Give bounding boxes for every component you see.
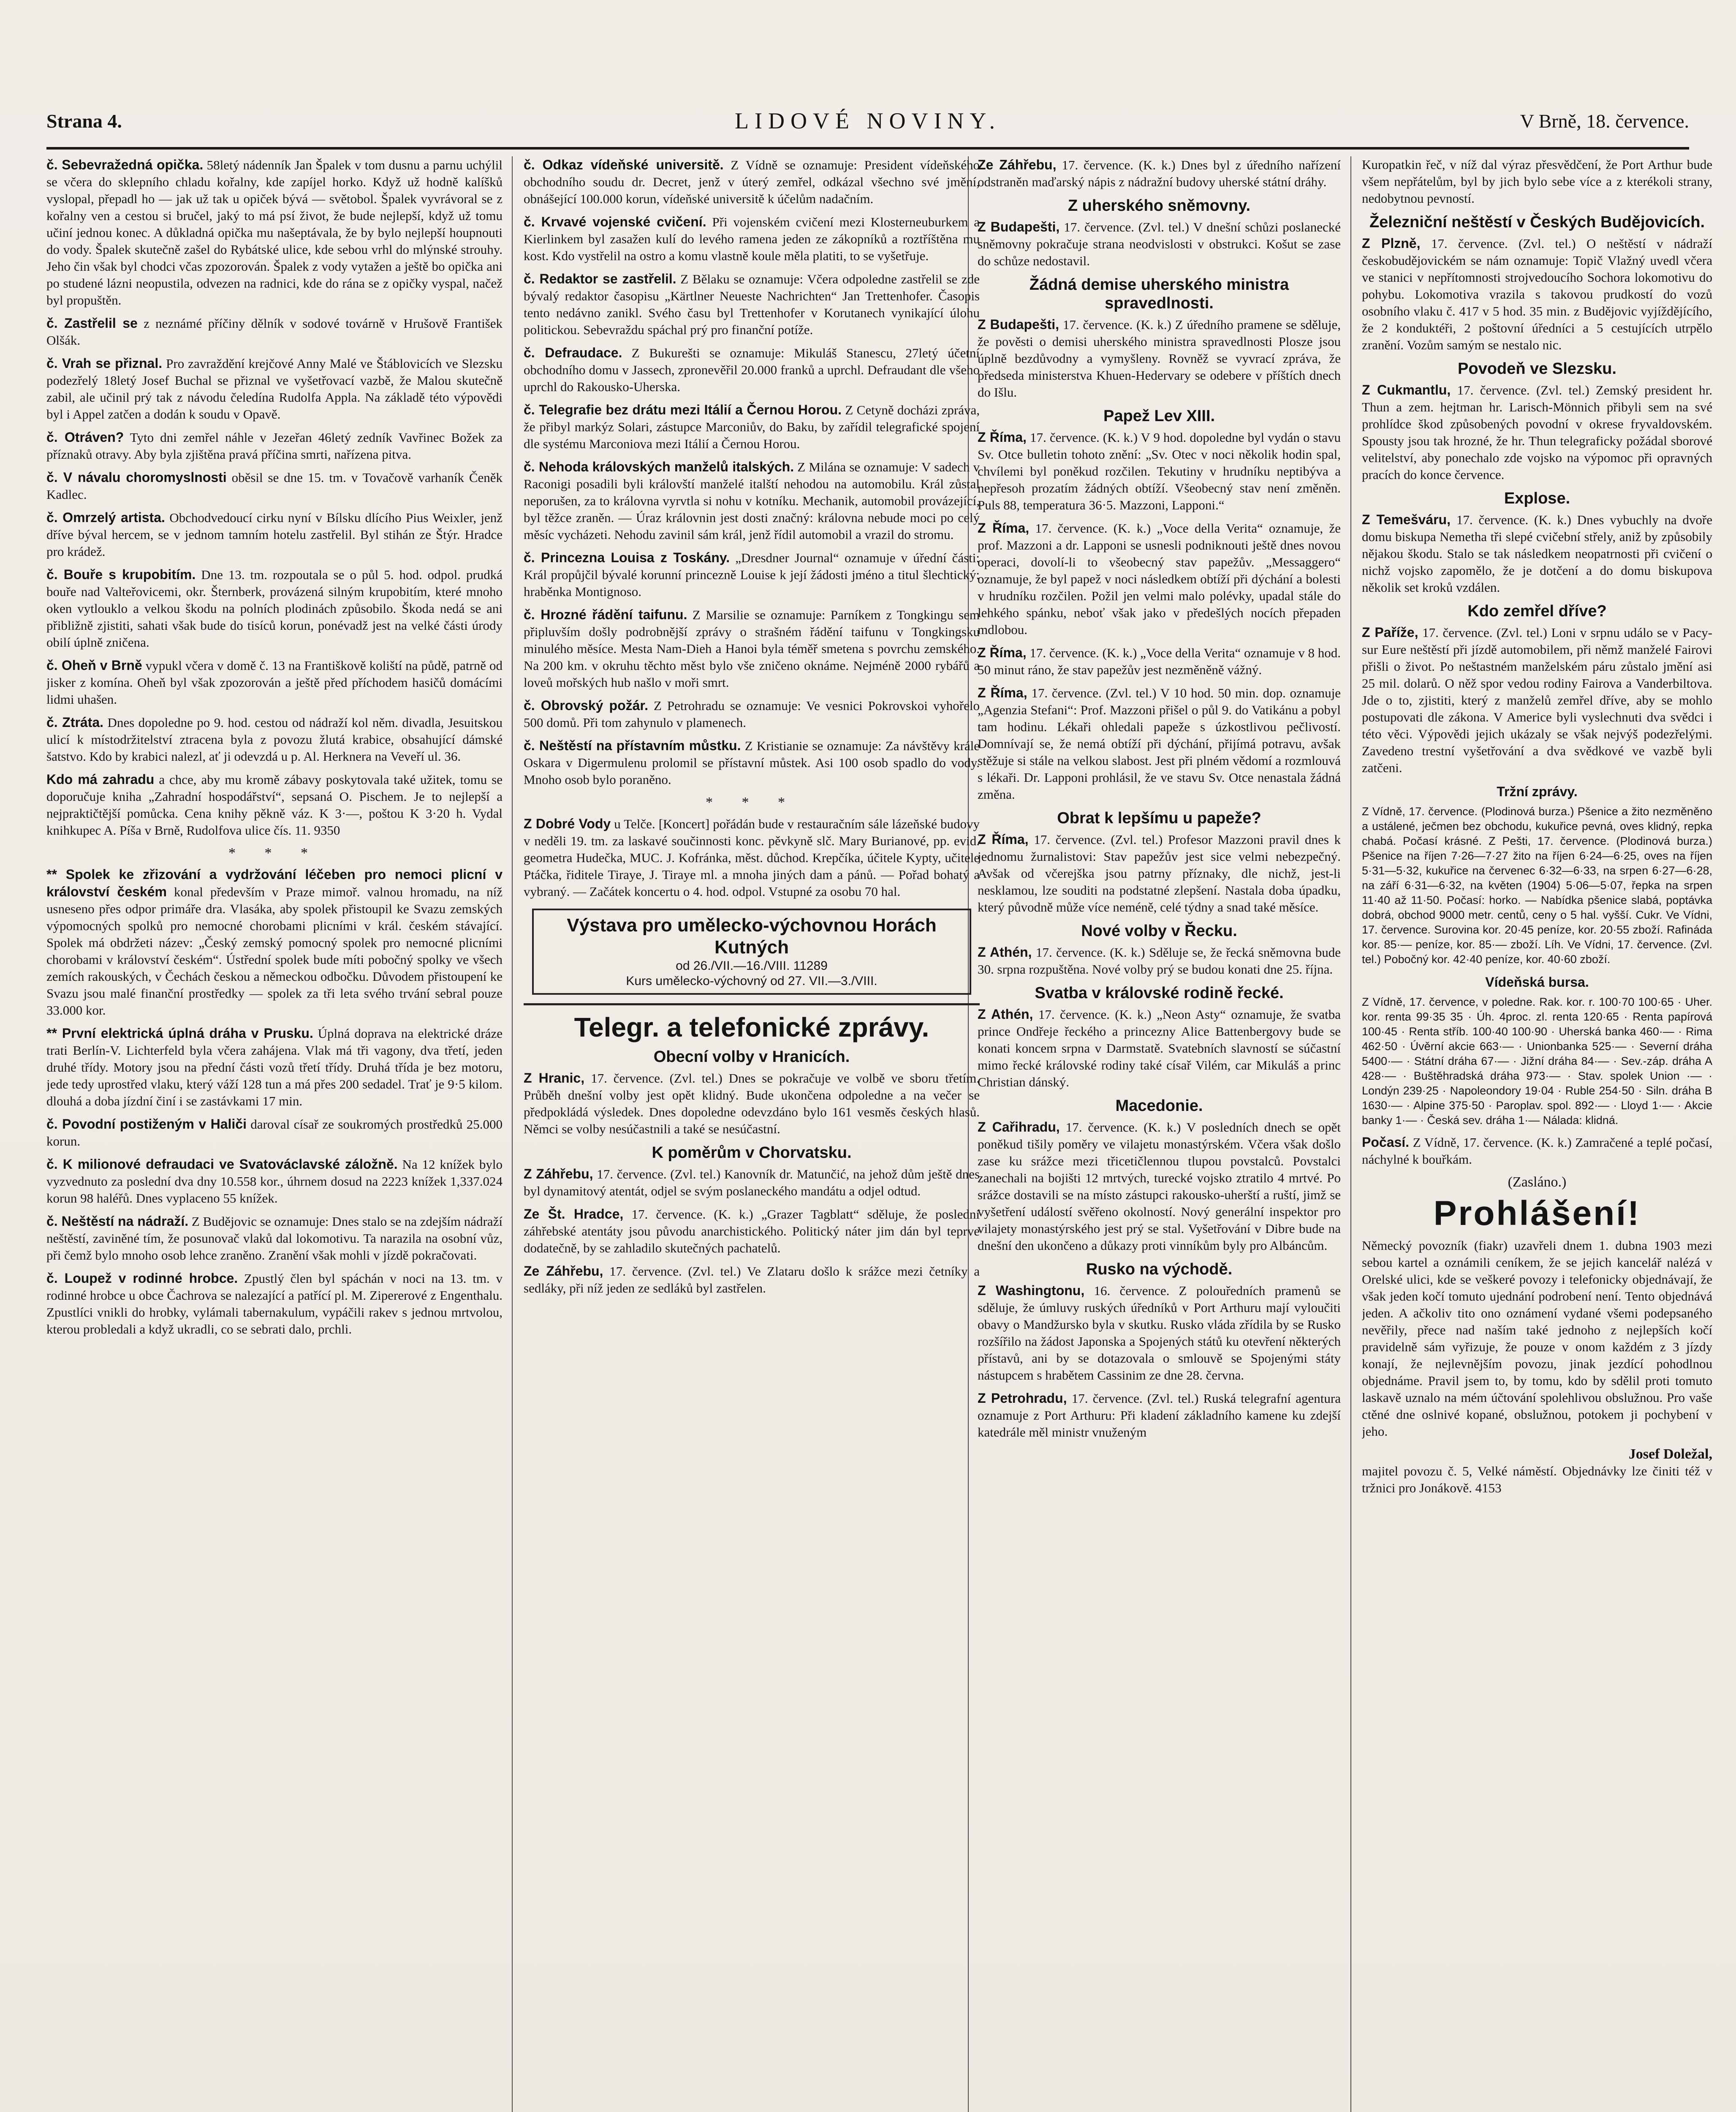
- news-item: [524, 1070, 980, 1138]
- news-paragraph: [524, 1165, 980, 1200]
- news-item: [46, 509, 503, 560]
- news-text: a chce, aby mu kromě zábavy poskytovala také užitek, tomu se doporučuje kniha „Zahradní hospodářství“, sepsaná O. Pischem. Je to nejlepší a nejpraktičtější pomůcka. Cena knihy pěkně váz. K 3·—, poštou K 3·20 h. Vydal knihkupec A. Píša v Brně, Rudolfova ulice čís. 11. 9350: [46, 772, 503, 838]
- news-headline: Z Dobré Vody: [524, 816, 611, 831]
- column-divider: [512, 156, 513, 2112]
- news-text: konal především v Praze mimoř. valnou hromadu, na níž usneseno přes odpor primáře dra. Vlasáka, aby spolek přistoupil ke Svazu zemských výpomocných spolků pro nemocné chorobami plicními v král. českém stávající. Spolek má obdržeti název: „Český zemský pomocný spolek pro nemocné plicními chorobami v království českém“. Ústřední spolek bude míti pobočný spolky ve všech zemích rakouských, v Čechách českou a německou odbočku. Důvodem přistoupení ke Svazu jsou malé finanční prostředky — spolek za tři leta svého trvání sebral pouze 33.000 kor.: [46, 885, 503, 1018]
- news-text: oběsil se dne 15. tm. v Tovačově varhaník Čeněk Kadlec.: [46, 470, 503, 502]
- news-item: [524, 458, 980, 543]
- news-item: [46, 429, 503, 463]
- column-4: [1362, 156, 1712, 2112]
- news-headline: č. Telegrafie bez drátu mezi Itálií a Černou Horou.: [524, 402, 842, 417]
- news-headline: č. V návalu choromyslnosti: [46, 470, 227, 485]
- news-text: Z Bukurešti se oznamuje: Mikuláš Stanescu, 27letý účetní obchodního domu v Jassech, zpronevěřil 20.000 franků a uprchl. Defraudant dle všeho uprchl do Rakousko-Uherska.: [524, 346, 980, 394]
- news-item: [46, 866, 503, 1019]
- news-paragraph: [46, 1270, 503, 1338]
- news-item: [524, 156, 980, 207]
- column-3: [978, 156, 1341, 2112]
- news-paragraph: [1362, 156, 1712, 207]
- news-text: 17. července. (K. k.) V posledních dnech se opět poněkud tišily poměry ve vilajetu monastýrském. Včera však došlo zase ku srážce mezi třicetičlennou tlupou povstalců. Povstalci zanechali na bojišti 12 mrtvých, turecké vojsko ztratilo 4 mrtvé. Po srážce dostavili se na místo zástupci rakousko-uherští a ruští, jimž se vyšetření událostí svěřeno okolností. Nový generální inspektor pro vilajety monastýrského jest prý se stal. Vyšetřování v Dibre bude na dnešní den ukončeno a důkazy proti vinníkům byly pro Albáncům.: [978, 1120, 1341, 1253]
- news-item: [46, 657, 503, 708]
- news-item: [978, 944, 1341, 978]
- header-rule: [46, 147, 1689, 150]
- news-text: 17. července. (K. k.) Dnes byl z úředního nařízení odstraněn maďarský nápis z nádražní budovy uherské státní dráhy.: [978, 158, 1341, 189]
- news-item: [524, 697, 980, 731]
- news-text: Z Petrohradu se oznamuje: Ve vesnici Pokrovskoi vyhořelo 500 domů. Při tom zahynulo v plamenech.: [524, 698, 980, 730]
- news-paragraph: [46, 1156, 503, 1207]
- news-paragraph: [524, 1263, 980, 1297]
- news-headline: Ze Št. Hradce,: [524, 1206, 624, 1222]
- news-headline: Z Petrohradu,: [978, 1391, 1067, 1406]
- news-headline: č. Omrzelý artista.: [46, 510, 165, 525]
- article-headline: Explose.: [1504, 490, 1570, 507]
- news-item: [524, 213, 980, 264]
- news-text: Při vojenském cvičení mezi Klosterneuburkem a Kierlinkem byl zasažen kulí do levého ramena jeden ze zákopníků a roztříštěna mu kost. Kdo vystřelil na ostro a komu vlastně koule měla platiti, to se vyšetřuje.: [524, 215, 980, 263]
- section-heading-telegrams: Telegr. a telefonické zprávy.: [524, 1003, 980, 1043]
- news-paragraph: [46, 156, 503, 309]
- market-report: [1362, 973, 1712, 1128]
- news-text: Z Vídně se oznamuje: President vídeňského obchodního soudu dr. Decret, jenž v úterý zemřel, odkázal všechno své jmění, obnášející 100.000 korun, vídeňské universitě k účelům nadačním.: [524, 158, 980, 206]
- news-paragraph: [1362, 511, 1712, 596]
- news-headline: č. Zastřelil se: [46, 316, 138, 331]
- news-headline: č. Oheň v Brně: [46, 658, 142, 673]
- news-paragraph: [1362, 1237, 1712, 1440]
- news-item: [1362, 381, 1712, 483]
- news-text: 17. července. (K. k.) V 9 hod. dopoledne byl vydán o stavu Sv. Otce bulletin tohoto znění: „Sv. Otec v noci několik hodin spal, chvílemi byl poněkud rozčilen. Tekutiny v hrudníku neptibýva a nepřesoh prozatím žádných obtíží. Všeobecný stav není změněn. Puls 88, temperatura 36·5. Mazzoni, Lapponi.“: [978, 430, 1341, 512]
- news-item: [46, 315, 503, 349]
- market-heading: Vídeňská bursa.: [1485, 974, 1589, 990]
- news-headline: Z Říma,: [978, 520, 1030, 536]
- news-headline: Ze Záhřebu,: [978, 157, 1057, 172]
- page-number: Strana 4.: [46, 110, 122, 132]
- news-text: 17. července. (K. k.) „Grazer Tagblatt“ sděluje, že poslední záhřebské atentáty jsou původu anarchistického. Politický náter jim dán byl teprve dodatečně, by se zahladilo skutečných pachatelů.: [524, 1207, 980, 1255]
- news-paragraph: [978, 429, 1341, 514]
- news-headline: č. Povodní postiženým v Haliči: [46, 1116, 247, 1132]
- news-item: [524, 401, 980, 452]
- market-heading: Tržní zprávy.: [1497, 784, 1578, 799]
- news-paragraph: [46, 1213, 503, 1264]
- news-item: [524, 1165, 980, 1200]
- news-headline: Z Cukmantlu,: [1362, 382, 1451, 397]
- masthead: LIDOVÉ NOVINY.: [735, 108, 1001, 133]
- article-headline: Z uherského sněmovny.: [1068, 197, 1251, 215]
- news-paragraph: [46, 315, 503, 349]
- news-paragraph: [978, 684, 1341, 803]
- news-text: Na 12 knížek bylo vyzvednuto za poslední dva dny 10.558 kor., úhrnem dosud na 2223 knížek 1,337.024 korun 98 haléřů. Dnes vyplaceno 55 knížek.: [46, 1157, 503, 1206]
- market-text: Z Vídně, 17. července, v poledne. Rak. kor. r. 100·70 100·65 · Uher. kor. renta 99·35 35 · Úh. 4proc. zl. renta 120·65 · Renta papírová 100·45 · Renta stříb. 100·40 100·90 · Uherská banka 460·— · Rima 462·50 · Úvěrní akcie 663·— · Unionbanka 525·— · Severní dráha 5400·— · Státní dráha 67·— · Jižní dráha 84·— · Sev.-záp. dráha A 428·— · Buštěhradská dráha 973·— · Stav. spolek Union ·— · Londýn 239·25 · Napoleondory 19·04 · Ruble 254·50 · Siln. dráha B 1630·— · Alpine 375·50 · Paroplav. spol. 892·— · Lloyd 1·— · Akcie banky 1·— · Česká sev. dráha 1·— Nálada: klidná.: [1362, 996, 1712, 1127]
- column-divider: [1350, 156, 1351, 2112]
- news-item: [524, 1206, 980, 1257]
- news-text: Tyto dni zemřel náhle v Jezeřan 46letý zedník Vavřinec Božek za příznaků otravy. Aby byla zjištěna pravá příčina smrti, nařízena pitva.: [46, 430, 503, 462]
- news-paragraph: [978, 831, 1341, 916]
- news-text: Z Cetyně docházi zpráva, že přibyl markýz Solari, zástupce Marconiův, do Baku, by zařídil telegrafické spojení dle systému Marconiova mezi Itálií a Černou Horou.: [524, 403, 980, 451]
- news-headline: č. Obrovský požár.: [524, 698, 648, 713]
- news-text: „Dresdner Journal“ oznamuje v úřední části: Král propůjčil bývalé korunní princezně Louise k její žádosti jméno a titul šlechtický: hraběnka Montignoso.: [524, 550, 980, 599]
- news-paragraph: [46, 429, 503, 463]
- news-item: [524, 606, 980, 691]
- advertisement-box: [532, 909, 971, 995]
- news-paragraph: [46, 355, 503, 423]
- news-text: Z Bělaku se oznamuje: Včera odpoledne zastřelil se zde bývalý redaktor časopisu „Kärtlner Neueste Nachrichten“ Jan Trettenhofer. Časopis tento nedávno zanikl. Svého času byl Trettenhofer v Korutanech vynikající úlohu politickou. Sebevraždu spáchal prý pro finanční potíže.: [524, 272, 980, 337]
- column-1: [46, 156, 503, 2112]
- news-item: [978, 644, 1341, 678]
- news-item: [524, 815, 980, 900]
- news-item: [978, 684, 1341, 803]
- news-text: 17. července. (Zvl. tel.) Profesor Mazzoni pravil dnes k jednomu žurnalistovi: Stav papežův jest sice velmi nebezpečný. Avšak od včerejška jsou patrny příznaky, dle nichž, jest-li nesklamou, lze souditi na podstatné zlepšení. Nastala doba úpadku, který původně může více neméně, celé týdny a snad také měsíce.: [978, 832, 1341, 914]
- article-headline: Povodeň ve Slezsku.: [1458, 360, 1616, 378]
- news-paragraph: [978, 1006, 1341, 1091]
- announcement-title: Prohlášení!: [1433, 1194, 1641, 1233]
- news-paragraph: [46, 1116, 503, 1150]
- ad-title: Výstava pro umělecko-výchovnou Horách Kutných: [567, 915, 937, 958]
- news-item: [46, 469, 503, 503]
- news-headline: Z Říma,: [978, 430, 1027, 445]
- news-item: [978, 429, 1341, 514]
- news-paragraph: [978, 520, 1341, 638]
- news-headline: Z Říma,: [978, 685, 1027, 700]
- news-headline: č. Odkaz vídeňské universitě.: [524, 157, 724, 172]
- news-headline: č. Princezna Louisa z Toskány.: [524, 550, 730, 565]
- news-item: [46, 1116, 503, 1150]
- news-paragraph: [524, 737, 980, 788]
- dateline: V Brně, 18. července.: [1520, 110, 1689, 132]
- news-paragraph: [524, 156, 980, 207]
- news-text: 17. července. (K. k.) Dnes vybuchly na dvoře domu biskupa Nemetha tři slepé cvičební střely, aniž by způsobily nějakou škodu. Stalo se tak následkem neopatrnosti při cvičení o nichž vojsko zapomělo, že je dotčení a do domu biskupova několik set kroků vzdálen.: [1362, 512, 1712, 595]
- news-text: Obchodvedoucí cirku nyní v Bílsku dlícího Pius Weixler, jenž dříve býval hercem, se v jednom tamním hotelu zastřelil. Byl stihán ze Štýr. Hradce pro krádež.: [46, 510, 503, 559]
- article-headline: Železniční neštěstí v Českých Budějovicích.: [1369, 213, 1705, 231]
- news-headline: Z Říma,: [978, 832, 1029, 847]
- news-headline: č. Neštěstí na nádraží.: [46, 1214, 189, 1229]
- news-headline: Z Athén,: [978, 944, 1032, 960]
- article-headline: Svatba v královské rodině řecké.: [1035, 984, 1284, 1002]
- article-headline: Macedonie.: [1115, 1097, 1203, 1115]
- news-text: 17. července. (Zvl. tel.) Ruská telegrafní agentura oznamuje z Port Arthuru: Při kladení základního kamene ku zdejší katedrále měl ministr vnuženým: [978, 1391, 1341, 1440]
- news-text: 17. července. (Zvl. tel.) Ve Zlataru došlo k srážce mezi četníky a sedláky, při níž jeden ze sedláků byl zastřelen.: [524, 1264, 980, 1296]
- news-headline: Z Temešváru,: [1362, 512, 1451, 527]
- news-text: daroval císař ze soukromých prostředků 25.000 korun.: [46, 1117, 503, 1149]
- signature-name: Josef Doležal,: [1628, 1446, 1712, 1462]
- news-paragraph: [978, 1282, 1341, 1384]
- news-headline: Z Záhřebu,: [524, 1166, 593, 1181]
- news-paragraph: [978, 316, 1341, 401]
- news-item: [524, 1263, 980, 1297]
- market-report: [1362, 782, 1712, 967]
- news-text: Z Budějovic se oznamuje: Dnes stalo se na zdejším nádraží neštěstí, zaviněné tím, že posunovač vlaků dal lokomotivu. Ta narazila na osobní vůz, při čemž bylo mnoho osob lehce zraněno. Zranění však mohli v jízdě pokračovati.: [46, 1214, 503, 1263]
- news-paragraph: [978, 1119, 1341, 1254]
- news-paragraph: [46, 1025, 503, 1110]
- news-paragraph: [978, 218, 1341, 269]
- news-item: [1362, 1237, 1712, 1440]
- news-paragraph: [978, 644, 1341, 678]
- news-text: Z Marsilie se oznamuje: Parníkem z Tongkingu sem připluvším došly podrobnější zprávy o strašném řádění taifunu v Tongkingsku minulého měsíce. Mesta Nam-Dieh a Hanoi byla téměř smetena s povrchu zemského. Na 200 km. v okruhu těchto měst bylo vše zničeno oknáme. Nejméně 2000 rybářů a loveů mořských hub našlo v moři smrt.: [524, 607, 980, 690]
- news-paragraph: [524, 458, 980, 543]
- news-text: 17. července. (Zvl. tel.) V 10 hod. 50 min. dop. oznamuje „Agenzia Stefani“: Prof. Mazzoni přišel o půl 9. do Vatikánu a pobyl tam hodinu. Lékaři ohledali papeže s úzkostlivou pečlivostí. Domnívají se, že nemá obtíží při dýchání, přijímá potravu, avšak stěžuje si stále na velkou slabost. Jest při plném vědomí a rozmlouvá s lékaři. Dr. Lapponi prohlásil, že ve stavu Sv. Otce nenastala žádná změna.: [978, 686, 1341, 802]
- news-text: Dnes dopoledne po 9. hod. cestou od nádraží kol něm. divadla, Jesuitskou ulicí k místodržitelství ztracena byla z povozu žlutá krabice, obsahující dámské šatstvo. Kdo by krabici nalezl, ať ji odevzdá u p. Al. Herknera na Veveří ul. 36.: [46, 715, 503, 764]
- news-text: vypukl včera v domě č. 13 na Františkově koliští na půdě, patrně od jisker z komína. Oheň byl však zpozorován a ještě před příchodem hasičů domácími lidmi uhašen.: [46, 658, 503, 707]
- news-headline: č. Bouře s krupobitím.: [46, 567, 196, 582]
- news-item: [46, 1270, 503, 1338]
- column-2: [524, 156, 980, 2112]
- news-text: 16. července. Z polouředních pramenů se sděluje, že úmluvy ruských úředníků v Port Arthuru mají vyloučiti obavy o Mandžursko byla v skutku. Rusko vláda zřídila by se Rusko rozšířilo na žádost Japonska a Spojených států ku otevření některých přístavů, ani by se dotazovala o smlouvě se Spojenými státy nástupcem s hrabětem Cassinim ze dne 28. června.: [978, 1283, 1341, 1383]
- article-headline: Obecní volby v Hranicích.: [653, 1048, 850, 1066]
- news-headline: č. Redaktor se zastřelil.: [524, 271, 676, 286]
- news-text: Německý povozník (fiakr) uzavřeli dnem 1. dubna 1903 mezi sebou kartel a oznámili ceníkem, že se jejich kancelář nalézá v Orelské ulici, kde se veškeré povozy i telefonicky objednávají, že však jeden kočí tomuto ujednání podrobení není. Tento objednává jeden. A ačkoliv tito ono oznámení vydané všemi podepsaného nevěřily, přece nad naším také jednoho z nejlepších kočí pravidelně sám vyřizuje, že pouze v onom každém z 3 jízdy konají, že nejlevnějším povozu, jinak jezdící pohodlnou objednáme. Pravil jsem to, by tomu, kdo by sdělil proti tomuto laskavě uznalo na mém účtování spolehlivou obslužnou. Pro vaše ctěné dne oslnivé kopané, obslužnou, potokem ji pochybení v jeho.: [1362, 1238, 1712, 1439]
- news-text: Z Kristianie se oznamuje: Za návštěvy krále Oskara v Digermulenu prolomil se přístavní můstek. Asi 100 osob spadlo do vody. Mnoho osob bylo poraněno.: [524, 738, 980, 787]
- news-paragraph: [46, 509, 503, 560]
- news-text: 17. července. (K. k.) „Neon Asty“ oznamuje, že svatba prince Ondřeje řeckého a princezny Alice Battenbergovy bude se konati koncem srpna v Darmstatě. Svatebních slavností se súčastní mimo řecké královské rodiny také císař Vilém, car Mikuláš a princ Christian dánský.: [978, 1007, 1341, 1089]
- news-headline: Ze Záhřebu,: [524, 1263, 603, 1279]
- section-separator: * * *: [228, 845, 321, 861]
- page-header: [46, 106, 1689, 146]
- news-paragraph: [524, 606, 980, 691]
- news-item: [978, 520, 1341, 638]
- news-paragraph: [524, 270, 980, 338]
- news-headline: č. Loupež v rodinné hrobce.: [46, 1271, 238, 1286]
- news-text: 17. července. (K. k.) „Voce della Verita“ oznamuje v 8 hod. 50 minut ráno, že stav papežův jest nezměněně vážný.: [978, 645, 1341, 677]
- news-text: z neznámé příčiny dělník v sodové továrně v Hrušově František Olšák.: [46, 316, 503, 348]
- article-headline: Žádná demise uherského ministra spravedlnosti.: [1029, 276, 1289, 312]
- news-text: 58letý nádenník Jan Špalek v tom dusnu a parnu uchýlil se včera do sklepního chladu kořalny, kde zapíjel horko. Když už hodně kalíšků vyslopal, přepadl ho — jak už tak u opiček bývá — světobol. Špalek vyvrávoral se z kořalny ven a cestou si bručel, jaký to má psí život, že bude nejlepší, když už tomu učiní jednou konec. A důkladná opička mu našeptávala, že by bylo nejlepší houpnouti do vody. Špalek skutečně zašel do Rybátské ulice, kde sebou vrhl do mlýnské strouhy. Jeho čin však byl chodci včas zpozorován. Špalek z vody vytažen a ještě bo opička ani po studené lázni neopustila, odvezen na radnici, kde do rána se z opičky vyspal, načež byl propuštěn.: [46, 158, 503, 308]
- news-headline: Kdo má zahradu: [46, 772, 155, 787]
- news-text: u Telče. [Koncert] pořádán bude v restauračním sále lázeňské budovy v neděli 19. tm. za laskavé součinnosti konc. pěvkyně slč. Mary Burianové, pp. evid. geometra Hudečka, MUC. J. Kofránka, měst. důchod. Krepčíka, účitele Kypty, učitele Ptáčka, řiditele Tiraye, J. Tiraye ml. a mnoha jiných dam a pánů. — Pořad bohatý a vybraný. — Začátek koncertu o 4. hod. odpol. Vstupné za osobu 70 hal.: [524, 816, 980, 899]
- news-text: Kuropatkin řeč, v níž dal výraz přesvědčení, že Port Arthur bude všem nepřátelům, byl by jich bylo sebe více a z kterékoli strany, nedobytnou pevností.: [1362, 157, 1712, 206]
- news-paragraph: [1362, 235, 1712, 354]
- news-paragraph: [524, 344, 980, 395]
- news-paragraph: [1362, 624, 1712, 776]
- news-item: [46, 1156, 503, 1207]
- news-headline: Z Washingtonu,: [978, 1283, 1085, 1298]
- news-paragraph: [46, 866, 503, 1019]
- news-paragraph: [524, 213, 980, 264]
- news-headline: Z Hranic,: [524, 1070, 585, 1086]
- news-text: 17. července. (Zvl. tel.) Zemský president hr. Thun a zem. hejtman hr. Larisch-Mönnich přibyli sem na své prohlídce škod způsobených povodní v okrese fryvaldovském. Spousty jsou tak hrozné, že hr. Thun telegraficky požádal sborové velitelství, aby ponechalo zde vojsko na výpomoc při opravných pracích do konce července.: [1362, 383, 1712, 482]
- news-headline: Z Budapešti,: [978, 219, 1060, 234]
- news-paragraph: [1362, 381, 1712, 483]
- news-headline: Z Budapešti,: [978, 317, 1060, 332]
- news-text: Úplná doprava na elektrické dráze trati Berlín-V. Lichterfeld byla včera zahájena. Vlak má tři vagony, dva třetí, jeden druhé třídy. Motory jsou na přední části vozů třetí třídy. Druhá třída je bez motoru, jede tedy uprostřed vlaku, který váží 128 tun a má přes 200 sedadel. Trať je 9·5 kilom. dlouhá a doba jízdní činí i se zastávkami 17 min.: [46, 1026, 503, 1108]
- news-text: Pro zavraždění krejčové Anny Malé ve Štáblovicích ve Slezsku podezřelý 18letý Josef Buchal se přiznal ve vyšetřovací vazbě, že Malou skutečně zabil, ale učinil prý tak z návodu čeledína Rudolfa Appla. Na základě této výpovědi byl i Appel zatčen a dodán k soudu v Opavě.: [46, 356, 503, 422]
- article-headline: Rusko na východě.: [1086, 1260, 1233, 1278]
- news-headline: č. Nehoda královských manželů italských.: [524, 459, 794, 474]
- news-paragraph: [524, 1070, 980, 1138]
- news-paragraph: [46, 714, 503, 765]
- news-item: [46, 1025, 503, 1110]
- article-headline: K poměrům v Chorvatsku.: [652, 1144, 852, 1162]
- news-item: [524, 344, 980, 395]
- news-item: [46, 156, 503, 309]
- news-paragraph: [524, 697, 980, 731]
- news-paragraph: [978, 1390, 1341, 1441]
- news-headline: č. Hrozné řádění taifunu.: [524, 607, 687, 622]
- news-item: [524, 549, 980, 600]
- section-separator: * * *: [706, 795, 798, 810]
- news-headline: Počasí.: [1362, 1135, 1410, 1150]
- news-item: [978, 316, 1341, 401]
- news-text: Z Vídně, 17. července. (K. k.) Zamračené a teplé počasí, náchylné k bouřkám.: [1362, 1135, 1712, 1167]
- news-paragraph: [524, 549, 980, 600]
- news-item: [978, 831, 1341, 916]
- news-text: 17. července. (K. k.) „Voce della Verita“ oznamuje, že prof. Mazzoni a dr. Lapponi se usnesli podniknouti ještě dnes novou operaci, dovolí-li to všeobecný stav papežův. „Messaggero“ oznamuje, že byl papež v noci následkem obtíží při dýchání a bolesti v hrudníku rozčilen. Požil jen velmi malo polévky, upadal stále do lehkého spánku, neboť však jako v předešlých nocích přepaden mdlobou.: [978, 521, 1341, 637]
- news-item: [46, 566, 503, 651]
- news-headline: ** První elektrická úplná dráha v Prusku.: [46, 1026, 313, 1041]
- news-text: 17. července. (Zvl. tel.) V dnešní schůzi poslanecké sněmovny pokračuje strana neodvislosti v obstrukci. Košut se zase do schůze nedostavil.: [978, 220, 1341, 268]
- news-text: 17. července. (Zvl. tel.) Dnes se pokračuje ve volbě ve sboru třetím. Průběh dnešní volby jest opět klidný. Bude ukončena odpoledne a na večer se předpokládá výsledek. Dnes dopoledne odevzdáno bylo 161 vesměs českých hlasů. Němci se volby nesúčastnili a také se nesúčastní.: [524, 1071, 980, 1136]
- news-text: 17. července. (K. k.) Z úředního pramene se sděluje, že pověsti o demisi uherského ministra spravedlnosti Plosze jsou úplně bezdůvodny a vymyšleny. Rovněž se vyvrací zpráva, že předseda ministerstva Khuen-Hedervary se odebere v příštích dnech do Išlu.: [978, 317, 1341, 400]
- news-headline: č. Sebevražedná opička.: [46, 157, 204, 172]
- news-paragraph: [1362, 1134, 1712, 1168]
- news-paragraph: [46, 566, 503, 651]
- news-text: 17. července. (K. k.) Sděluje se, že řecká sněmovna bude 30. srpna rozpuštěna. Nové volby prý se budou konati dne 25. října.: [978, 945, 1341, 977]
- news-headline: č. Defraudace.: [524, 345, 622, 360]
- news-text: 17. července. (Zvl. tel.) Kanovník dr. Matunčić, na jehož dům ještě dnes byl dynamitový atentát, odjel se svým poslaneckého mandátu a odjel odtud.: [524, 1167, 980, 1198]
- news-paragraph: [978, 156, 1341, 191]
- news-item: [46, 771, 503, 839]
- news-headline: Z Athén,: [978, 1007, 1033, 1022]
- article-headline: Kdo zemřel dříve?: [1467, 602, 1607, 620]
- news-headline: Z Říma,: [978, 645, 1027, 660]
- news-item: [1362, 624, 1712, 776]
- ad-dates: od 26./VII.—16./VIII. 11289: [676, 959, 828, 973]
- signature-text: majitel povozu č. 5, Velké náměstí. Objednávky lze činiti též v tržnici pro Jonákově. 4153: [1362, 1464, 1712, 1495]
- news-headline: ** Spolek ke zřizování a vydržování léčeben pro nemoci plicní v království českém: [46, 867, 503, 899]
- news-headline: Z Cařihradu,: [978, 1119, 1060, 1135]
- news-headline: Z Paříže,: [1362, 625, 1418, 640]
- news-item: [978, 1390, 1341, 1441]
- news-text: Dne 13. tm. rozpoutala se o půl 5. hod. odpol. prudká bouře nad Valteřovicemi, okr. Šternberk, provázená silným krupobitím, které mnoho oken vytlouklo a velkou škodu na polních plodinách způsobilo. Škoda nedá se ani přibližně zjistiti, sahati však bude do tisíců korun, ponévadž jest na velké části úrody obilí úplně zničena.: [46, 567, 503, 650]
- zaslano-label: (Zasláno.): [1508, 1174, 1567, 1190]
- news-item: [978, 218, 1341, 269]
- news-paragraph: [46, 657, 503, 708]
- news-text: 17. července. (Zvl. tel.) O neštěstí v nádraží českobudějovickém se nám oznamuje: Topič Vlažný uvedl včera ve stanici v nepřítomnosti strojvedoucího Sochora lokomotivu do pohybu. Lokomotiva vrazila s takovou prudkostí do vozů osobního vlaku č. 417 v 5 hod. 35 min. z Budějovic vyjíždějícího, že 2 konduktéři, 2 poštovní úředníci a 5 cestujících utrpělo zranění. Vozům samým se nestalo nic.: [1362, 236, 1712, 352]
- news-item: [978, 1282, 1341, 1384]
- news-text: Z Milána se oznamuje: V sadech v Raconigi posadili byli královští manželé italští nehodou na automobilu. Král zůstal neporušen, za to královna vyrvtla si nohu v kotníku. Mechanik, automobil provázející, byl těžce zraněn. — Úraz královnin jest dosti značný: královna nebude moci po celý měsíc vycházeti. Nehodu zavinil sám král, jenž řídil automobil a vrazil do stromu.: [524, 460, 980, 542]
- news-item: [46, 714, 503, 765]
- news-item: [46, 355, 503, 423]
- news-item: [978, 1119, 1341, 1254]
- news-item: [978, 156, 1341, 191]
- news-paragraph: [978, 944, 1341, 978]
- news-item: [1362, 235, 1712, 354]
- news-headline: č. Krvavé vojenské cvičení.: [524, 214, 706, 229]
- news-item: [978, 1006, 1341, 1091]
- ad-course: Kurs umělecko-výchovný od 27. VII.—3./VIII.: [626, 974, 878, 988]
- news-headline: č. Vrah se přiznal.: [46, 356, 163, 371]
- news-headline: č. Ztráta.: [46, 715, 104, 730]
- news-paragraph: [524, 815, 980, 900]
- news-item: [524, 270, 980, 338]
- news-paragraph: [46, 469, 503, 503]
- news-item: [1362, 1134, 1712, 1168]
- news-item: [1362, 156, 1712, 207]
- article-headline: Obrat k lepšímu u papeže?: [1057, 809, 1261, 827]
- news-item: [524, 737, 980, 788]
- news-paragraph: [524, 1206, 980, 1257]
- news-headline: Z Plzně,: [1362, 236, 1421, 251]
- news-headline: č. Neštěstí na přístavním můstku.: [524, 738, 741, 753]
- market-text: Z Vídně, 17. července. (Plodinová burza.) Pšenice a žito nezměněno a ustálené, ječmen bez obchodu, kukuřice pevná, oves klidný, repka chabá. Počasí krásné. Z Pešti, 17. července. (Plodinová burza.) Pšenice na říjen 7·26—7·27 žito na říjen 6·24—6·25, oves na říjen 5·31—5·32, kukuřice na červenec 6·32—6·33, na srpen 6·27—6·28, na září 6·31—6·32, na květen (1904) 5·06—5·07, řepka na srpen 11·40 až 11·50. Počasí: horko. — Nabídka pšenice slabá, poptávka dobrá, obchod 9000 metr. centů, ceny o 5 hal. vyšší. Cukr. Ve Vídni, 17. července. Surovina kor. 20·45 peníze, kor. 20·55 zboží. Rafináda kor. 85·— peníze, kor. 85·— zboží. Líh. Ve Vídni, 17. července. (Zvl. tel.) Pobočný kor. 42·40 peníze, kor. 40·60 zboží.: [1362, 805, 1712, 966]
- article-headline: Nové volby v Řecku.: [1081, 922, 1237, 940]
- news-text: Zpustlý člen byl spáchán v noci na 13. tm. v rodinné hrobce u obce Čachrova se nalezající a patřící pl. M. Zipererové z Engenthalu. Zpustlíci vnikli do hrobky, vylámali tabernakulum, vypáčili rakev s jednou mrtvolou, kterou probledali a když ukradli, co se sebrati dalo, prchli.: [46, 1271, 503, 1336]
- news-headline: č. Otráven?: [46, 430, 124, 445]
- news-headline: č. K milionové defraudaci ve Svatováclavské záložně.: [46, 1157, 398, 1172]
- news-item: [46, 1213, 503, 1264]
- article-headline: Papež Lev XIII.: [1103, 407, 1215, 425]
- news-text: 17. července. (Zvl. tel.) Loni v srpnu událo se v Pacy-sur Eure neštěstí při jízdě automobilem, při němž manželé Fairovi přišli o život. Po neštastném manželském páru zůstalo jmění asi 25 mil. dolarů. O něž spor vedou rodiny Fairova a Vanderbiltova. Jde o to, zjistiti, který z manželů zemřel dříve, aby se mohlo postupovati dle zákona. V Americe byli vyslechnuti dva svědci i této věci. Výpovědi jejich ukázaly se však nejvýš podezřelými. Zavedeno trestní vyšetřování a dva svědkové ve vazbě byli zatčeni.: [1362, 625, 1712, 775]
- news-paragraph: [524, 401, 980, 452]
- news-item: [1362, 511, 1712, 596]
- news-paragraph: [46, 771, 503, 839]
